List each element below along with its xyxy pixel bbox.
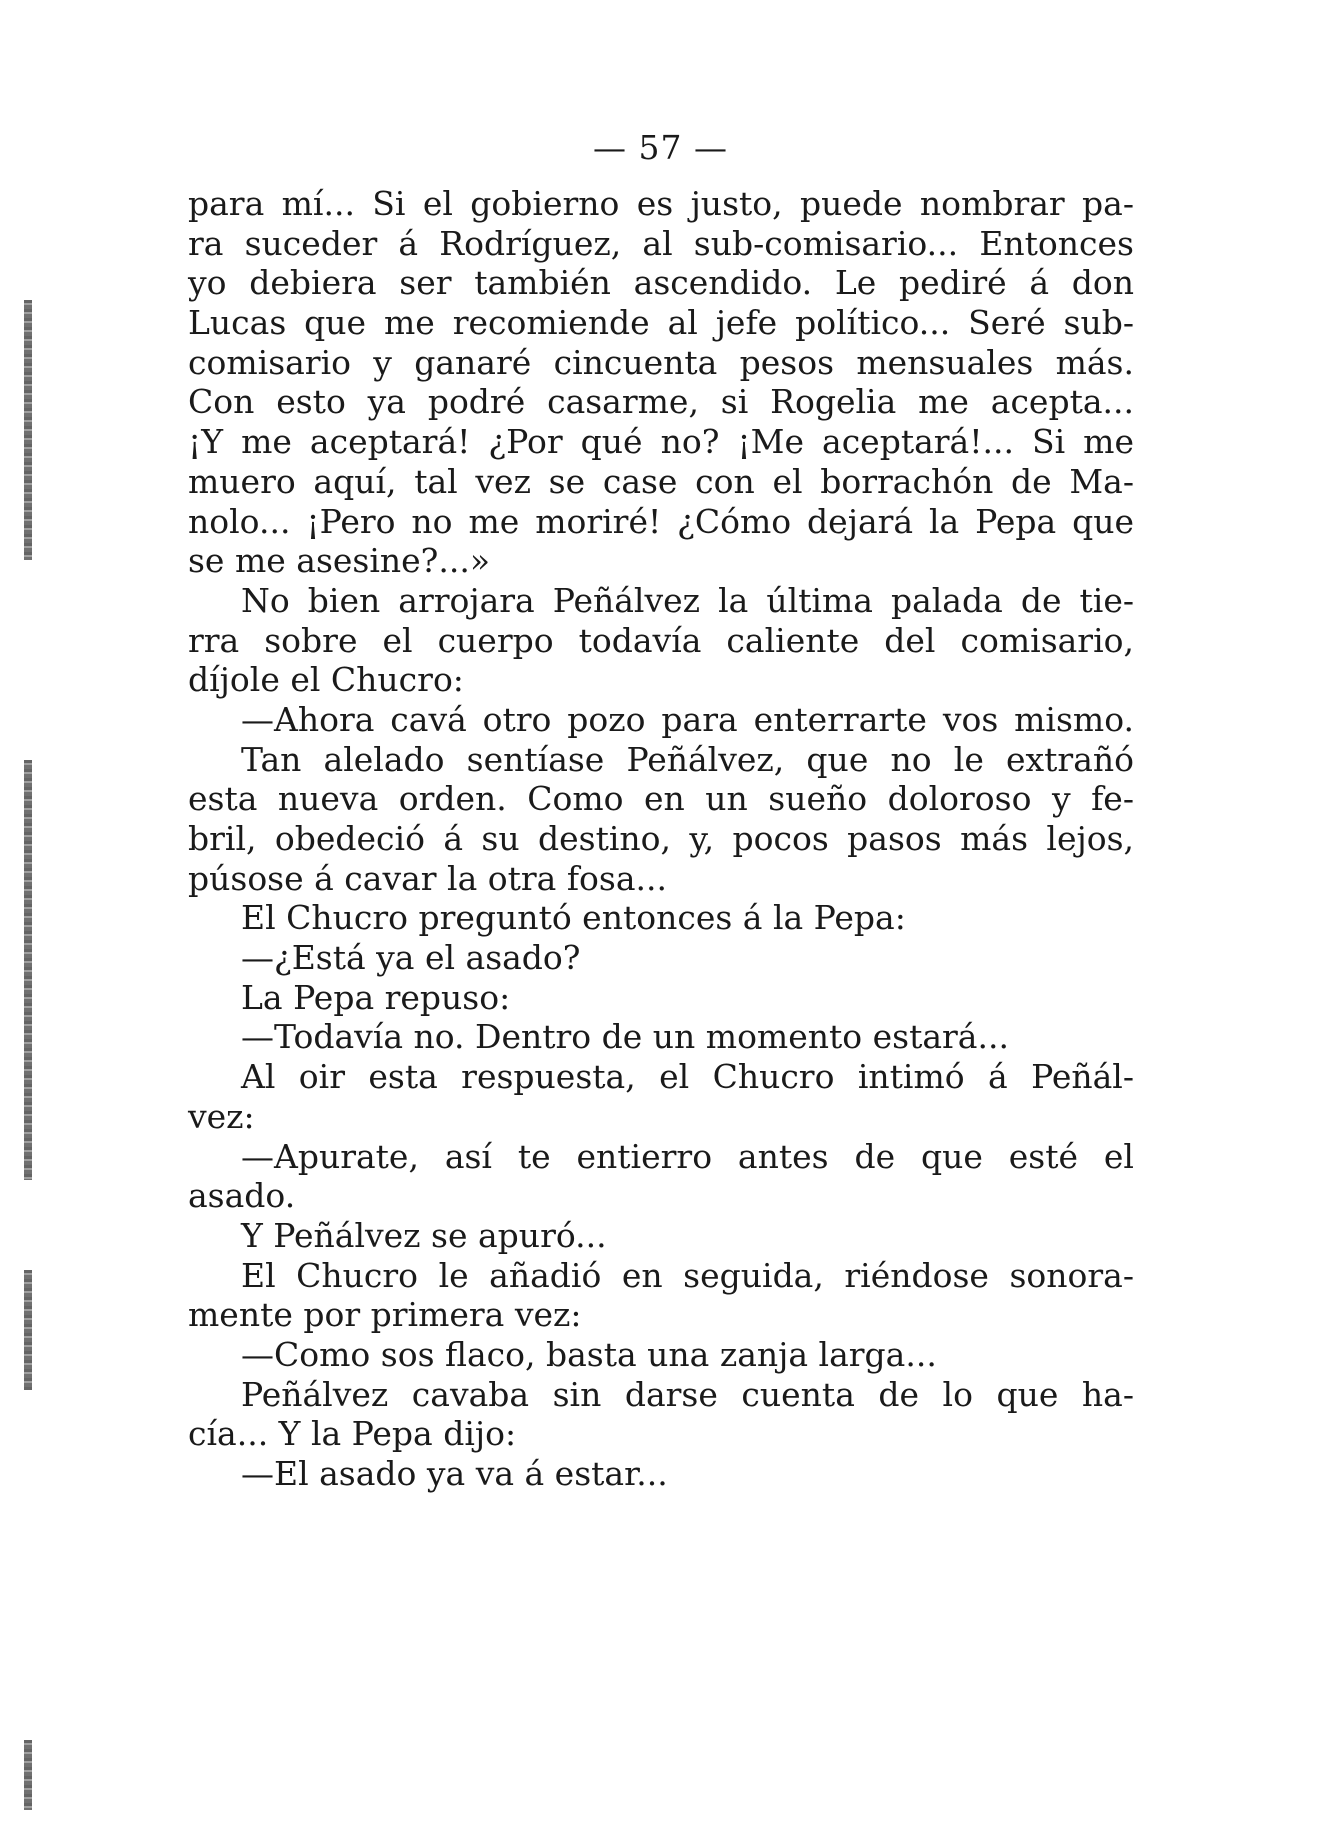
page-number: — 57 — (593, 128, 728, 167)
text-line: —Apurate, así te entierro antes de que esté el (241, 1136, 1134, 1176)
text-line: El Chucro preguntó entonces á la Pepa: (241, 898, 906, 938)
text-line: El Chucro le añadió en seguida, riéndose sonora- (241, 1255, 1134, 1295)
text-line: díjole el Chucro: (188, 660, 464, 700)
text-line: muero aquí, tal vez se case con el borrachón de Ma- (188, 461, 1134, 501)
text-line: Tan alelado sentíase Peñálvez, que no le extrañó (241, 739, 1134, 779)
text-line: esta nueva orden. Como en un sueño doloroso y fe- (188, 779, 1134, 819)
text-line: Peñálvez cavaba sin darse cuenta de lo que ha- (241, 1374, 1134, 1414)
text-line: —Como sos flaco, basta una zanja larga... (241, 1334, 937, 1374)
text-line: Y Peñálvez se apuró... (241, 1215, 607, 1255)
text-line: —Ahora cavá otro pozo para enterrarte vos mismo. (241, 699, 1134, 739)
text-line: púsose á cavar la otra fosa... (188, 858, 667, 898)
text-line: —Todavía no. Dentro de un momento estará... (241, 1017, 1009, 1057)
binding-shadow-top (24, 300, 32, 560)
text-line: para mí... Si el gobierno es justo, puede nombrar pa- (188, 184, 1134, 223)
binding-shadow-foot (24, 1740, 32, 1810)
text-line: bril, obedeció á su destino, y, pocos pasos más lejos, (188, 819, 1134, 858)
text-line: rra sobre el cuerpo todavía caliente del comisario, (188, 620, 1134, 660)
text-line: —El asado ya va á estar... (241, 1454, 668, 1493)
text-line: Lucas que me recomiende al jefe político... Seré sub- (188, 303, 1134, 343)
body-text (188, 184, 1134, 1494)
text-line: asado. (188, 1176, 296, 1216)
text-line: vez: (188, 1096, 255, 1136)
text-line: —¿Está ya el asado? (241, 938, 581, 978)
text-line: No bien arrojara Peñálvez la última palada de tie- (241, 580, 1134, 620)
text-line: Al oir esta respuesta, el Chucro intimó á Peñál- (241, 1057, 1134, 1097)
text-line: cía... Y la Pepa dijo: (188, 1414, 517, 1454)
text-line: ra suceder á Rodríguez, al sub-comisario... Entonces (188, 223, 1134, 263)
text-line: se me asesine?...» (188, 541, 491, 581)
text-line: Con esto ya podré casarme, si Rogelia me acepta... (188, 382, 1134, 422)
text-line: yo debiera ser también ascendido. Le pediré á don (188, 263, 1134, 303)
binding-shadow-middle (24, 760, 32, 1180)
text-line: La Pepa repuso: (241, 977, 511, 1017)
binding-shadow-bottom (24, 1270, 32, 1390)
text-line: comisario y ganaré cincuenta pesos mensuales más. (188, 342, 1134, 382)
text-line: ¡Y me aceptará! ¿Por qué no? ¡Me aceptará!... Si me (188, 422, 1134, 462)
text-line: nolo... ¡Pero no me moriré! ¿Cómo dejará la Pepa que (188, 501, 1134, 541)
text-line: mente por primera vez: (188, 1295, 582, 1335)
